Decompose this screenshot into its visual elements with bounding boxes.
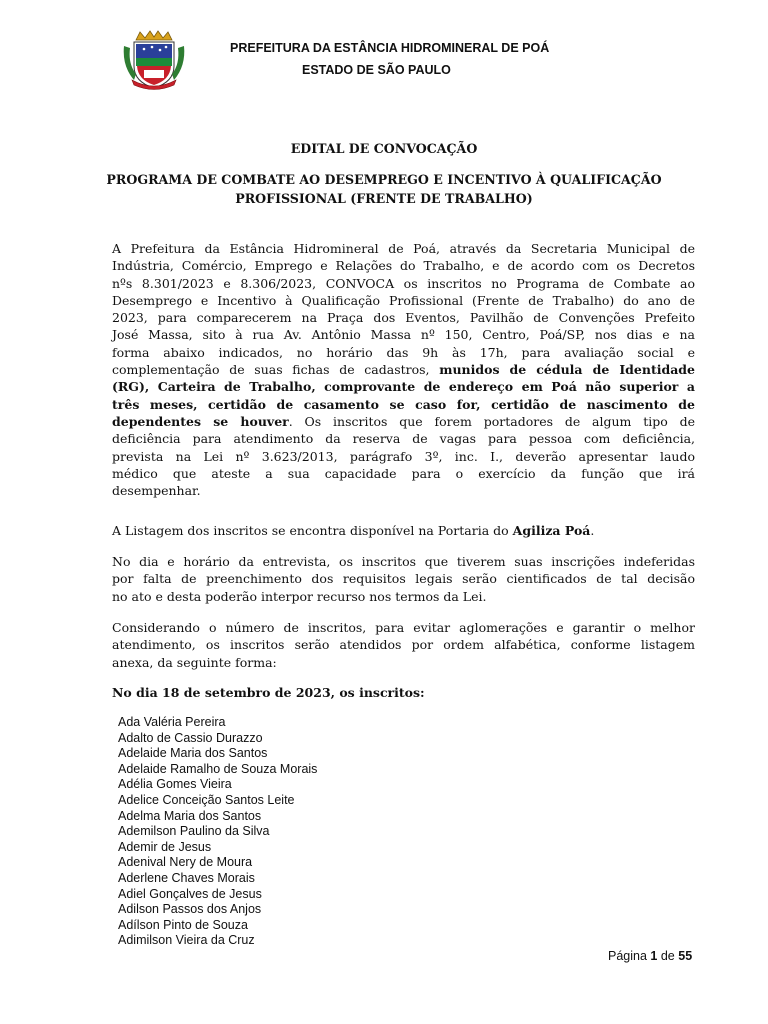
text-line: 2023, para comparecerem na Praça dos Eventos, Pavilhão de Convenções Prefeito [112, 310, 695, 326]
text-line-mixed [112, 413, 695, 430]
text-line-mixed [112, 522, 695, 539]
date-heading-text: No dia 18 de setembro de 2023, os inscritos: [112, 685, 425, 700]
list-item: Adélia Gomes Vieira [118, 777, 232, 792]
text-line: forma abaixo indicados, no horário das 9h às 17h, para avaliação social e [112, 344, 695, 360]
text-line: prevista na Lei nº 3.623/2013, parágrafo 3º, inc. I., deverão apresentar laudo [112, 448, 695, 464]
header-state-name: ESTADO DE SÃO PAULO [302, 63, 451, 77]
text-line: Desemprego e Incentivo à Qualificação Profissional (Frente de Trabalho) do ano de [112, 292, 695, 308]
header-city-name: PREFEITURA DA ESTÂNCIA HIDROMINERAL DE POÁ [230, 41, 550, 55]
coat-of-arms-icon [122, 30, 186, 90]
text-line: José Massa, sito à rua Av. Antônio Massa nº 150, Centro, Poá/SP, nos dias e na [112, 327, 695, 343]
program-title-line2: PROFISSIONAL (FRENTE DE TRABALHO) [235, 191, 533, 206]
required-documents-text: dependentes se houver [112, 413, 289, 429]
list-item: Ademilson Paulino da Silva [118, 824, 270, 839]
page-label: Página [608, 949, 647, 963]
required-documents-text: (RG), Carteira de Trabalho, comprovante de endereço em Poá não superior a [112, 379, 695, 395]
names-list [118, 715, 317, 949]
text-line: nºs 8.301/2023 e 8.306/2023, CONVOCA os inscritos no Programa de Combate ao [112, 275, 695, 291]
page-separator: de [660, 949, 675, 963]
text-line: deficiência para atendimento da reserva de vagas para pessoa com deficiência, [112, 431, 695, 447]
text-segment: A Listagem dos inscritos se encontra disponível na Portaria do [112, 523, 509, 538]
text-segment: . Os inscritos que forem portadores de algum tipo de [288, 413, 695, 429]
text-line: por falta de preenchimento dos requisitos legais serão cientificados de tal decisão [112, 571, 695, 587]
list-item: Adelaide Maria dos Santos [118, 746, 268, 761]
interview-paragraph [112, 553, 695, 605]
text-line: médico que ateste a sua capacidade para o exercício da função que irá [112, 465, 695, 481]
list-item: Adilson Passos dos Anjos [118, 902, 262, 917]
text-line: anexa, da seguinte forma: [112, 654, 277, 670]
required-documents-text: munidos de cédula de Identidade [439, 362, 696, 378]
list-item: Ada Valéria Pereira [118, 715, 226, 729]
text-line: A Prefeitura da Estância Hidromineral de Poá, através da Secretaria Municipal de [112, 241, 695, 256]
list-item: Adalto de Cassio Durazzo [118, 730, 263, 745]
convocation-paragraph [112, 240, 695, 499]
date-heading [112, 684, 695, 701]
text-line: no ato e desta poderão interpor recurso nos termos da Lei. [112, 588, 487, 604]
text-line-mixed [112, 361, 695, 378]
list-item: Aderlene Chaves Morais [118, 870, 255, 885]
text-line [112, 396, 695, 413]
current-page: 1 [650, 949, 658, 963]
page-number [608, 949, 692, 963]
text-line: Indústria, Comércio, Emprego e Relações do Trabalho, e de acordo com os Decretos [112, 258, 695, 274]
list-item: Adelice Conceição Santos Leite [118, 792, 295, 807]
list-item: Adelaide Ramalho de Souza Morais [118, 761, 318, 776]
text-segment: . [590, 523, 595, 538]
page-title: EDITAL DE CONVOCAÇÃO [290, 141, 478, 156]
list-item: Adimilson Vieira da Cruz [118, 933, 255, 948]
list-item: Adílson Pinto de Souza [118, 917, 248, 932]
text-line: No dia e horário da entrevista, os inscritos que tiverem suas inscrições indeferidas [112, 554, 695, 569]
list-item: Adenival Nery de Moura [118, 855, 253, 870]
text-line [112, 378, 695, 395]
text-line: desempenhar. [112, 483, 201, 499]
schedule-paragraph [112, 619, 695, 671]
text-line: atendimento, os inscritos serão atendidos por ordem alfabética, conforme listagem [112, 637, 695, 653]
list-item: Adiel Gonçalves de Jesus [118, 886, 262, 901]
required-documents-text: três meses, certidão de casamento se caso for, certidão de nascimento de [112, 396, 695, 412]
text-line: Considerando o número de inscritos, para evitar aglomerações e garantir o melhor [112, 620, 695, 635]
total-pages: 55 [678, 949, 693, 963]
list-item: Adelma Maria dos Santos [118, 808, 262, 823]
program-title-line1: PROGRAMA DE COMBATE AO DESEMPREGO E INCENTIVO À QUALIFICAÇÃO [106, 172, 662, 187]
list-item: Ademir de Jesus [118, 839, 212, 854]
agiliza-poa-text: Agiliza Poá [512, 523, 591, 538]
listing-paragraph [112, 522, 695, 539]
text-segment: complementação de suas fichas de cadastros, [112, 362, 430, 378]
